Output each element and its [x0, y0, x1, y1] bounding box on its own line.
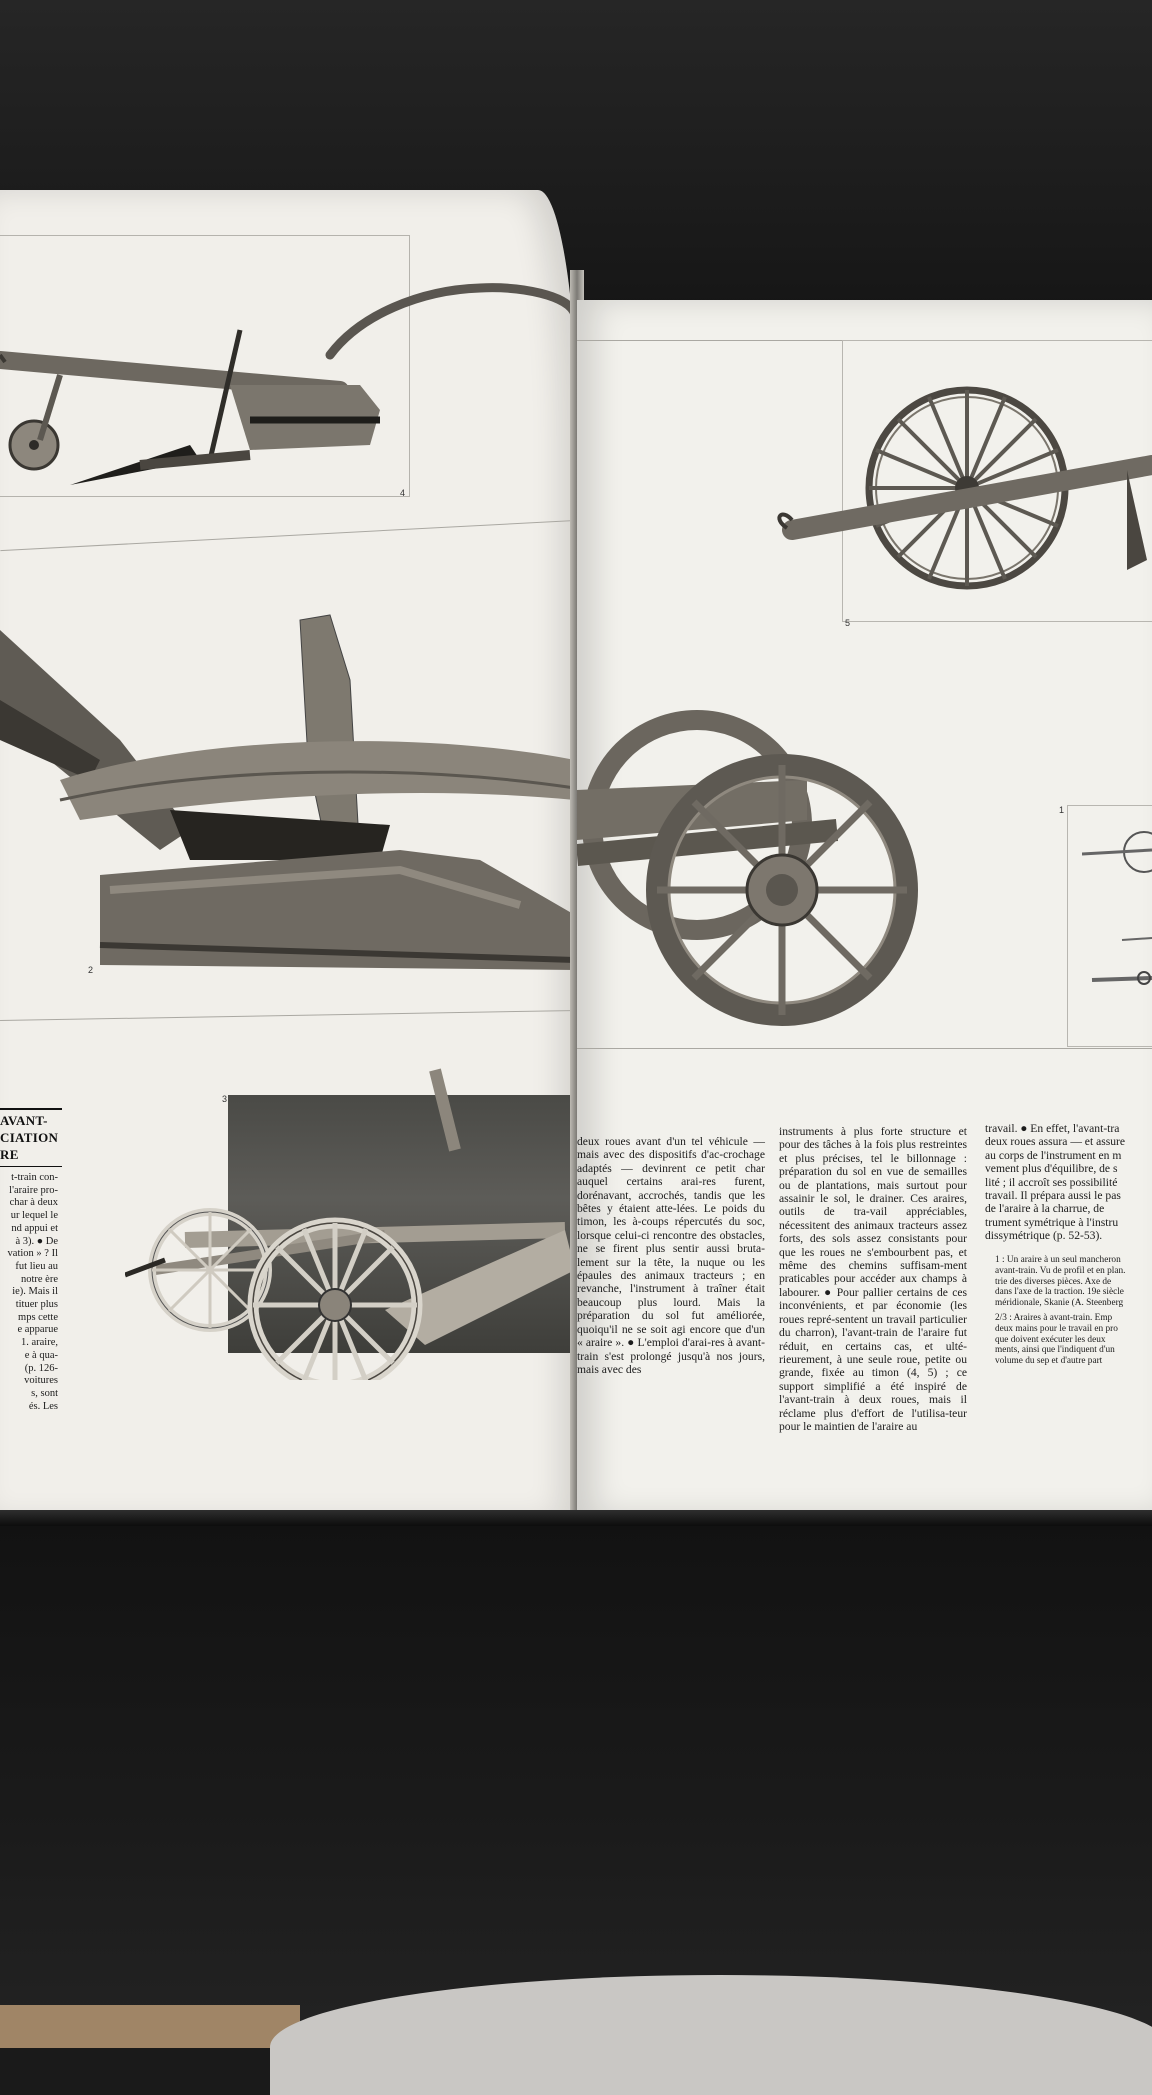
- figure-4-number: 4: [400, 488, 406, 498]
- caption-line: ments, ainsi que l'indiquent d'un: [995, 1345, 1115, 1356]
- left-page: [0, 190, 578, 1520]
- left-line: e à qua-: [24, 1349, 58, 1361]
- left-line: vation » ? Il: [7, 1248, 58, 1260]
- left-line: l'araire pro-: [9, 1184, 58, 1196]
- caption-line: volume du sep et d'autre part: [995, 1356, 1103, 1367]
- col3-line: trument symétrique à l'instru: [985, 1215, 1119, 1229]
- left-line: ur lequel le: [10, 1210, 58, 1222]
- figure-divider: [0, 520, 577, 551]
- heading-rule-top: [0, 1108, 62, 1110]
- left-line: mps cette: [18, 1311, 58, 1323]
- body-text-column-2: instruments à plus forte structure et pour des tâches à la fois plus restreintes et plus précises, tel le billonnage : préparation du sol en vue de semailles ou de plantations, mais surtout pour assainir le sol, le drainer. Ces araires, outils de tra-vail appréciables, nécessitent des animaux tracteurs assez forts, des sols assez consistants pour que les roues ne s'embourbent pas, et même des chemins suffisam-ment praticables pour accéder aux champs à labourer. ● Pour pallier certains de ces inconvénients, et par économie (les roues repré-sentent un travail particulier du charron), l'avant-train de l'araire fut réduit, en certains cas, et ulté-rieurement, à une seule roue, petite ou grande, fixée au timon (4, 5) ; ce support simplifié a été inspiré de l'avant-train à deux roues, mais il réclame plus d'effort de l'utilisa-teur pour le maintien de l'araire au: [779, 1125, 967, 1433]
- left-line: char à deux: [9, 1197, 58, 1209]
- figure-1-number: 1: [1059, 805, 1065, 815]
- left-line: e apparue: [17, 1324, 58, 1336]
- left-text-column: [0, 1172, 58, 1413]
- left-line: (p. 126-: [24, 1362, 58, 1374]
- left-line: notre ère: [20, 1273, 58, 1285]
- figure-5-number: 5: [845, 618, 851, 628]
- section-heading: [0, 1112, 58, 1163]
- small-plough-diagram: [1082, 810, 1152, 1040]
- col3-line: lité ; il accroît ses possibilité: [985, 1175, 1118, 1189]
- wheel-illustration: [767, 360, 1152, 620]
- left-line: fut lieu au: [15, 1260, 58, 1272]
- caption-line: que doivent exécuter les deux: [995, 1334, 1106, 1345]
- wheeled-plough-photo: [125, 1060, 578, 1380]
- figure-3-number: 3: [222, 1094, 228, 1104]
- left-line: ie). Mais il: [12, 1286, 58, 1298]
- avant-train-photo: [577, 680, 997, 1040]
- caption-line: trie des diverses pièces. Axe de: [995, 1276, 1112, 1287]
- figure-2-number: 2: [88, 965, 94, 975]
- col3-line: au corps de l'instrument en m: [985, 1148, 1122, 1162]
- left-line: és. Les: [28, 1400, 58, 1412]
- caption-line: 1 : Un araire à un seul mancheron: [995, 1255, 1121, 1265]
- left-line: à 3). ● De: [15, 1235, 58, 1247]
- left-line: nd appui et: [11, 1222, 58, 1234]
- caption-line: deux mains pour le travail en pro: [995, 1323, 1118, 1334]
- left-line: voitures: [24, 1375, 58, 1387]
- figure-captions: [995, 1255, 1152, 1367]
- body-text-column-1: deux roues avant d'un tel véhicule — mais avec des dispositifs d'ac-crochage adaptés — devinrent ce petit char auquel certains arai-res furent, dorénavant, accrochés, tandis que les bêtes y étaient atte-lées. Le poids du timon, les à-coups répercutés du soc, lorsque celui-ci rencontre des obstacles, ne se firent plus sentir aussi bruta-lement sur la tête, la nuque ou les épaules des animaux tracteurs ; en revanche, l'instrument à traîner était beaucoup plus lourd. Mais la préparation du sol fut améliorée, quoiqu'il ne se soit agi encore que d'un « araire ». ● L'emploi d'arai-res à avant-train s'est prolongé jusqu'à nos jours, mais avec des: [577, 1135, 765, 1376]
- col3-line: vement plus d'équilibre, de s: [985, 1162, 1118, 1176]
- caption-line: dans l'axe de la traction. 19e siècle: [995, 1287, 1124, 1298]
- figure-divider-2: [0, 1010, 578, 1021]
- col3-line: deux roues assura — et assure: [985, 1135, 1126, 1149]
- col3-line: travail. Il prépara aussi le pas: [985, 1189, 1121, 1203]
- heading-line-2: CIATION: [0, 1130, 59, 1145]
- col3-line: dissymétrique (p. 52-53).: [985, 1229, 1103, 1243]
- col3-line: travail. ● En effet, l'avant-tra: [985, 1122, 1120, 1135]
- heading-line-3: RE: [0, 1147, 19, 1162]
- right-page: [577, 300, 1152, 1515]
- book-bottom-edge: [0, 1510, 1152, 1526]
- heading-line-1: AVANT-: [0, 1113, 48, 1128]
- plough-closeup-photo: [0, 560, 578, 1000]
- caption-line: méridionale, Skanie (A. Steenberg: [995, 1298, 1124, 1309]
- left-line: s, sont: [31, 1387, 58, 1399]
- left-line: t-train con-: [11, 1172, 58, 1183]
- caption-line: avant-train. Vu de profil et en plan.: [995, 1265, 1126, 1276]
- plough-illustration: [0, 260, 578, 500]
- left-line: tituer plus: [15, 1299, 58, 1311]
- table-surface-bottom: [0, 1515, 1152, 2048]
- heading-rule-bottom: [0, 1166, 62, 1167]
- photo-divider: [577, 1048, 1152, 1049]
- floor-strip: [0, 2005, 300, 2048]
- caption-line: 2/3 : Araires à avant-train. Emp: [995, 1312, 1113, 1323]
- left-line: 1. araire,: [20, 1337, 58, 1349]
- body-text-column-3: [985, 1122, 1152, 1243]
- col3-line: de l'araire à la charrue, de: [985, 1202, 1105, 1216]
